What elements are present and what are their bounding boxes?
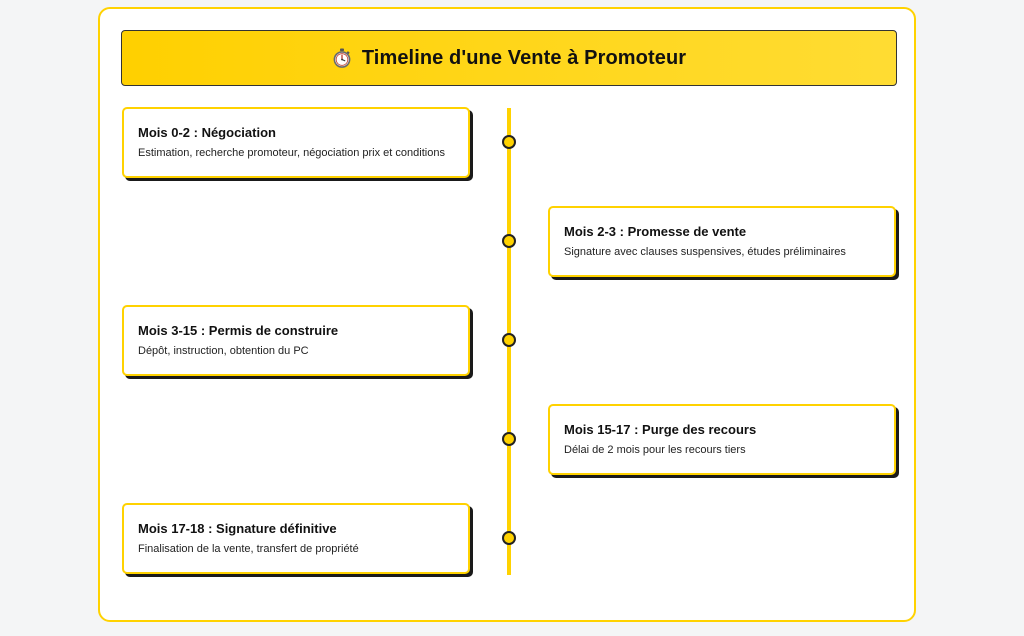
timeline-marker [502,234,516,248]
stopwatch-icon [332,48,352,68]
timeline-event-purge [548,404,896,475]
timeline-header [121,30,897,86]
event-title: Mois 15-17 : Purge des recours [564,422,757,437]
event-description: Dépôt, instruction, obtention du PC [138,345,309,357]
timeline-card [98,7,916,622]
timeline-event-negociation [122,107,470,178]
event-description: Signature avec clauses suspensives, études préliminaires [564,246,846,258]
event-title: Mois 2-3 : Promesse de vente [564,224,747,239]
page-title: Timeline d'une Vente à Promoteur [361,46,687,69]
event-description: Délai de 2 mois pour les recours tiers [564,444,746,456]
timeline-marker [502,135,516,149]
timeline-event-permis [122,305,470,376]
event-title: Mois 0-2 : Négociation [138,125,276,140]
timeline-marker [502,333,516,347]
event-title: Mois 17-18 : Signature définitive [138,521,337,536]
timeline-marker [502,531,516,545]
event-description: Estimation, recherche promoteur, négociation prix et conditions [138,147,445,159]
timeline-event-promesse [548,206,896,277]
timeline-marker [502,432,516,446]
event-title: Mois 3-15 : Permis de construire [138,323,339,338]
timeline-event-signature [122,503,470,574]
event-description: Finalisation de la vente, transfert de propriété [138,543,359,555]
